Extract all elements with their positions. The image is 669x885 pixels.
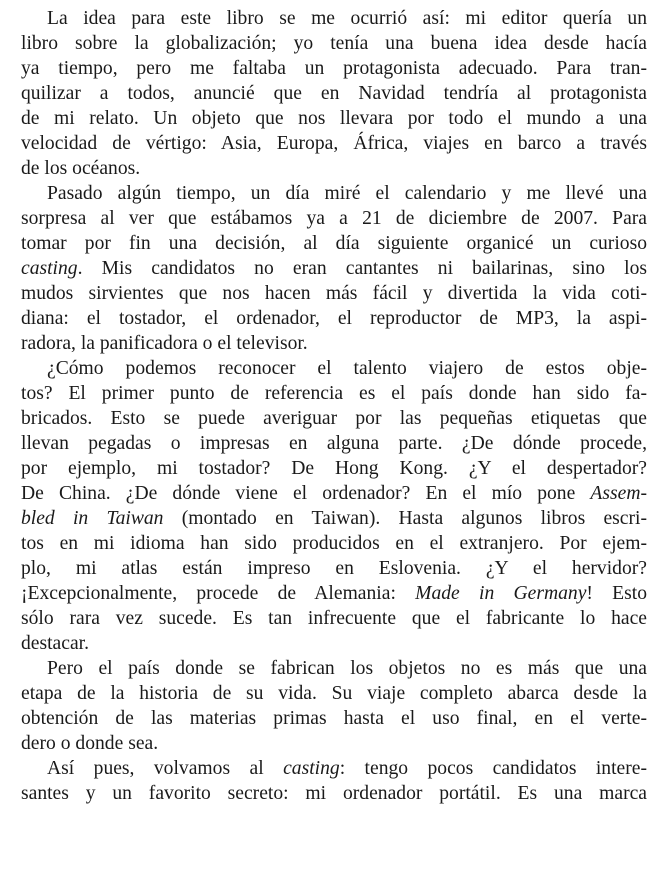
text-line: quilizar a todos, anuncié que en Navidad tendría al protagonista: [21, 83, 647, 104]
text-line: destacar.: [21, 633, 89, 654]
text-line: La idea para este libro se me ocurrió así: mi editor quería un: [47, 8, 647, 29]
text-line: tos en mi idioma han sido producidos en el extranjero. Por ejem-: [21, 533, 647, 554]
text-line: sólo rara vez sucede. Es tan infrecuente que el fabricante lo hace: [21, 608, 647, 629]
text-line: obtención de las materias primas hasta el uso final, en el verte-: [21, 708, 647, 729]
text-line: sorpresa al ver que estábamos ya a 21 de diciembre de 2007. Para: [21, 208, 647, 229]
text-line: ¡Excepcionalmente, procede de Alemania: Made in Germany! Esto: [21, 583, 648, 604]
text-line: dero o donde sea.: [21, 733, 159, 754]
text-line: ¿Cómo podemos reconocer el talento viajero de estos obje-: [47, 358, 647, 379]
text-line: etapa de la historia de su vida. Su viaje completo abarca desde la: [21, 683, 647, 704]
text-line: libro sobre la globalización; yo tenía una buena idea desde hacía: [21, 33, 647, 54]
text-line: de mi relato. Un objeto que nos llevara por todo el mundo a una: [21, 108, 647, 129]
text-line: ya tiempo, pero me faltaba un protagonista adecuado. Para tran-: [21, 58, 647, 79]
text-line: radora, la panificadora o el televisor.: [21, 333, 308, 354]
text-line: casting. Mis candidatos no eran cantantes ni bailarinas, sino los: [21, 258, 647, 279]
text-line: mudos sirvientes que nos hacen más fácil y divertida la vida coti-: [21, 283, 647, 304]
text-line: llevan pegadas o impresas en alguna parte. ¿De dónde procede,: [21, 433, 647, 454]
text-line: Pasado algún tiempo, un día miré el calendario y me llevé una: [47, 183, 647, 204]
text-line: Pero el país donde se fabrican los objetos no es más que una: [47, 658, 647, 679]
text-line: velocidad de vértigo: Asia, Europa, África, viajes en barco a través: [21, 133, 647, 154]
text-line: por ejemplo, mi tostador? De Hong Kong. ¿Y el despertador?: [21, 458, 647, 479]
text-line: tos? El primer punto de referencia es el país donde han sido fa-: [21, 383, 647, 404]
text-line: De China. ¿De dónde viene el ordenador? En el mío pone Assem-: [21, 483, 647, 504]
text-line: bled in Taiwan (montado en Taiwan). Hasta algunos libros escri-: [21, 508, 647, 529]
text-line: tomar por fin una decisión, al día siguiente organicé un curioso: [21, 233, 647, 254]
text-line: bricados. Esto se puede averiguar por las pequeñas etiquetas que: [21, 408, 647, 429]
text-line: de los océanos.: [21, 158, 141, 179]
text-line: diana: el tostador, el ordenador, el reproductor de MP3, la aspi-: [21, 308, 647, 329]
text-line: santes y un favorito secreto: mi ordenador portátil. Es una marca: [21, 783, 647, 804]
text-line: Así pues, volvamos al casting: tengo pocos candidatos intere-: [47, 758, 647, 779]
text-line: plo, mi atlas están impreso en Eslovenia. ¿Y el hervidor?: [21, 558, 647, 579]
